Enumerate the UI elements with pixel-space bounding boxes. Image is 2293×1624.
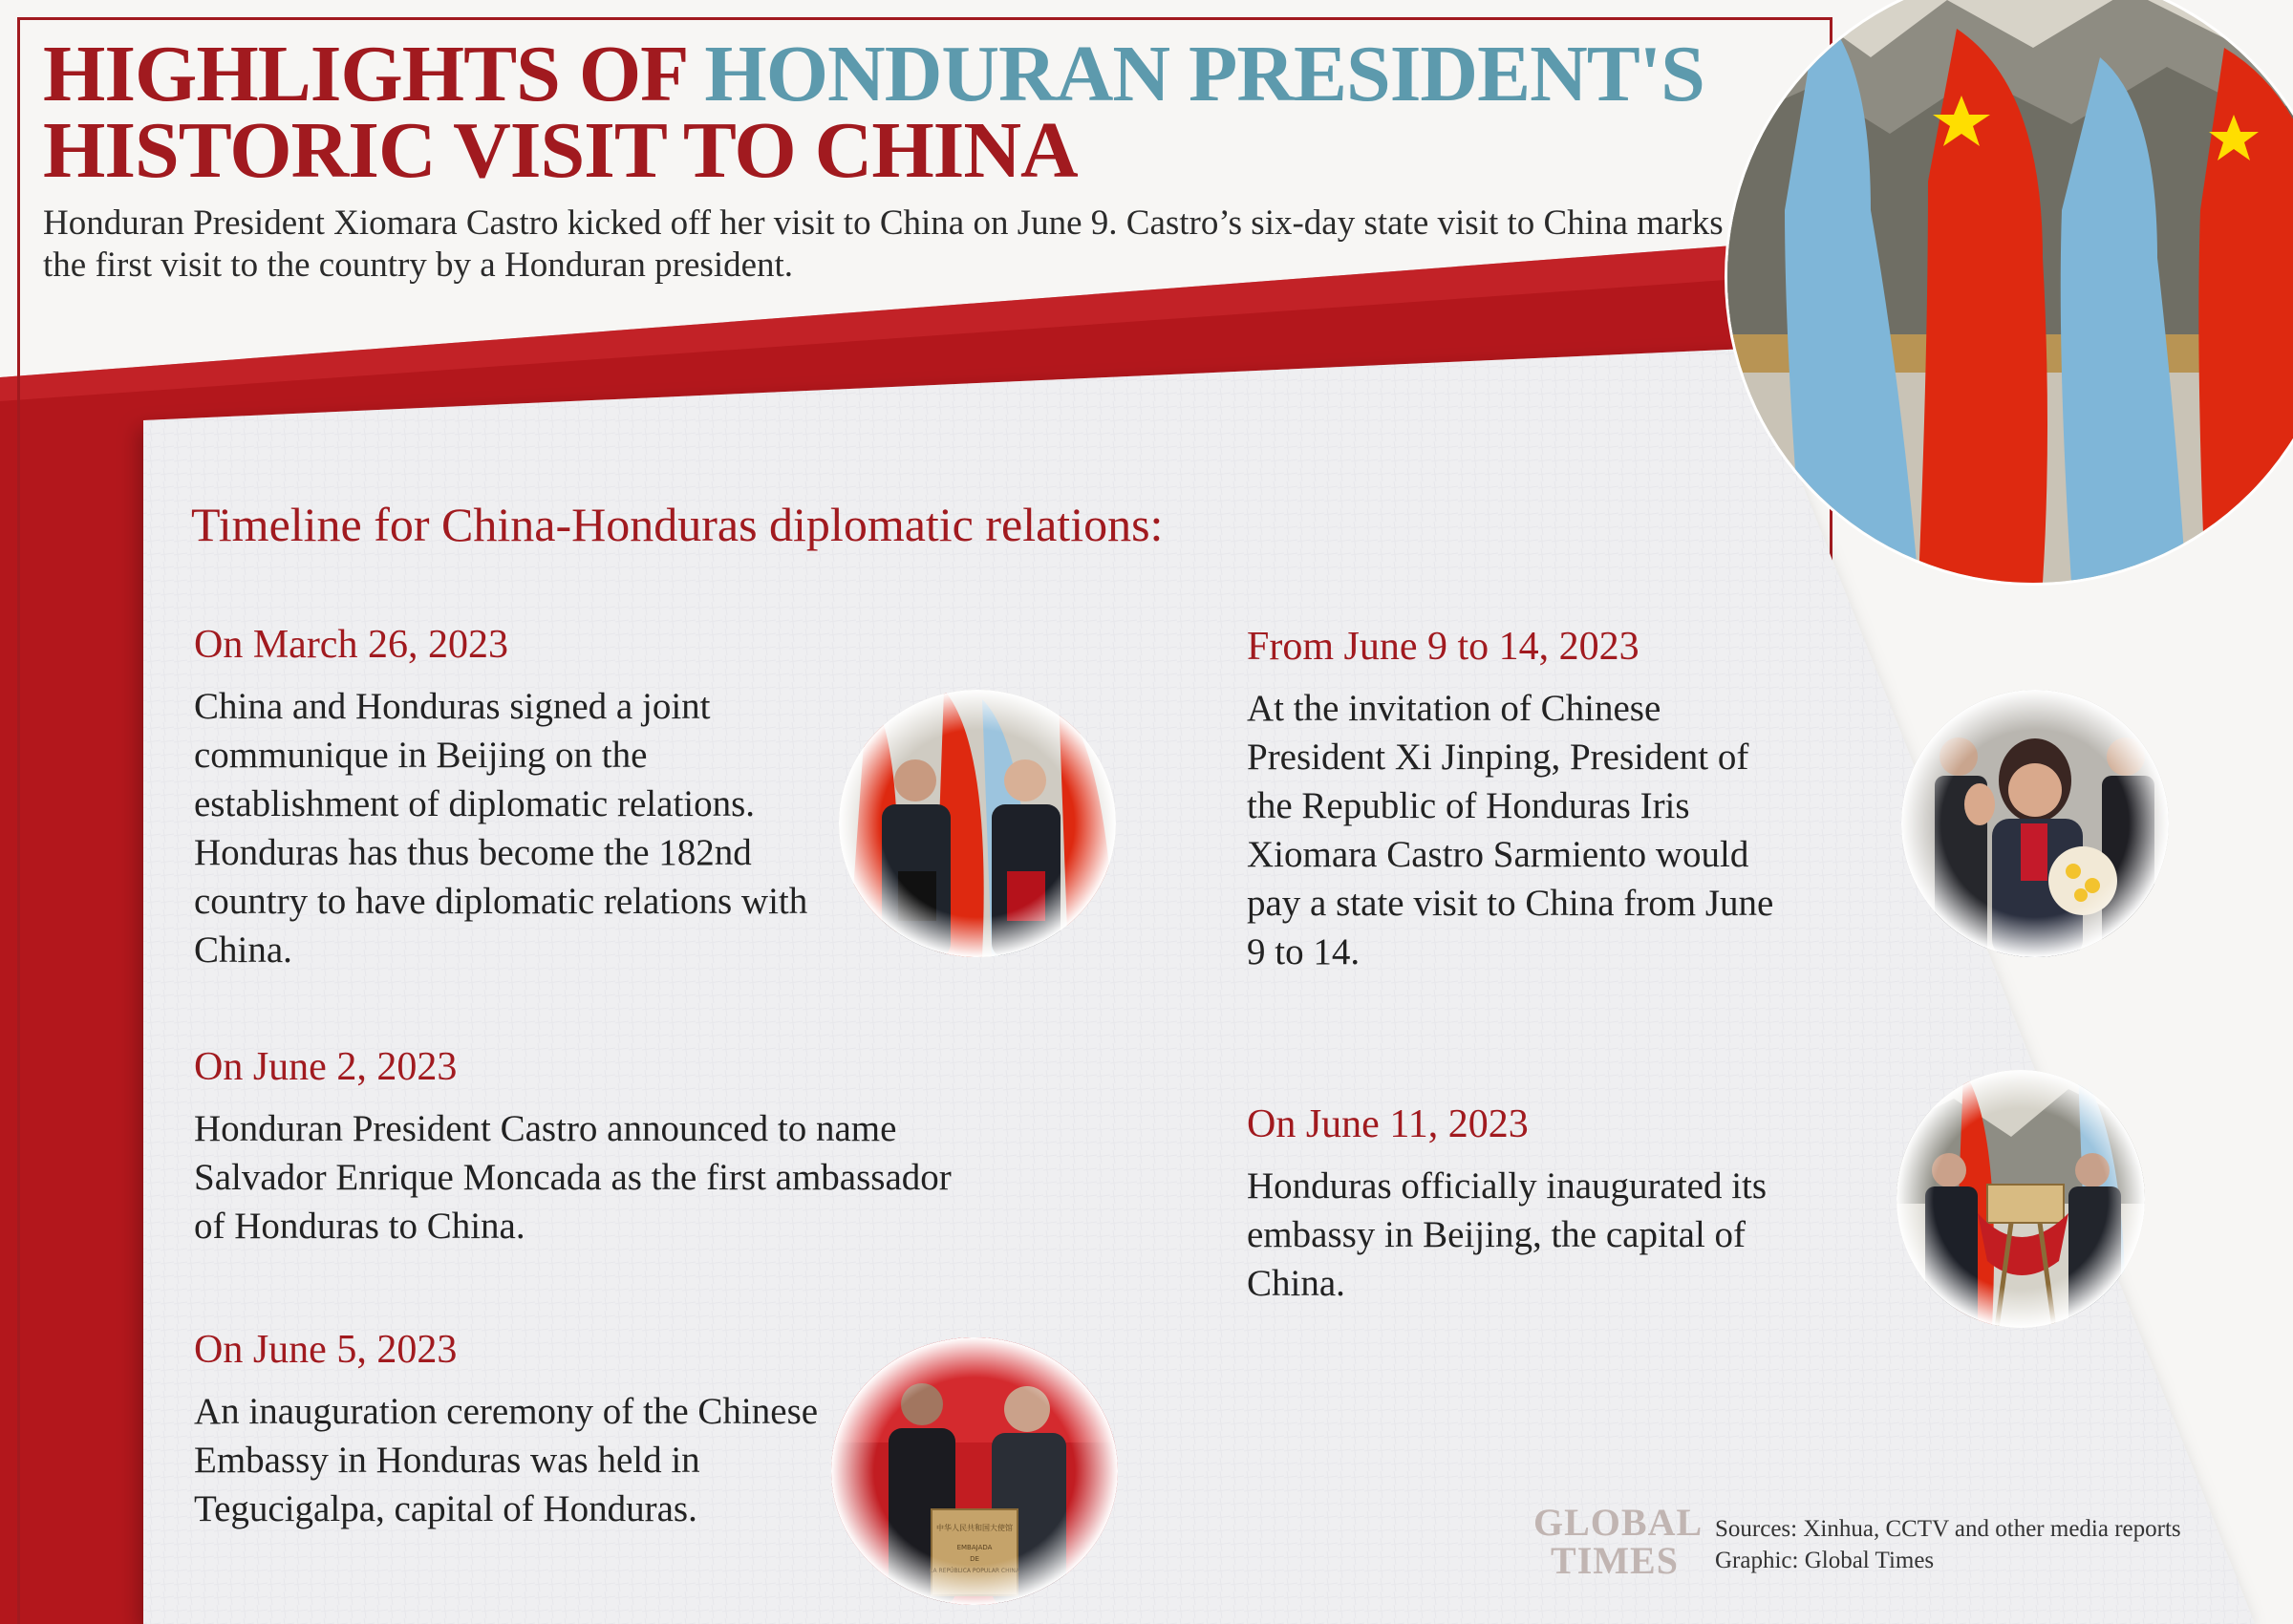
event-text: China and Honduras signed a joint communique in Beijing on the establishment of diplomatic relations. Honduras has thus become the 182nd country to have diplomatic relations with China. <box>194 686 808 971</box>
intro-paragraph: Honduran President Xiomara Castro kicked off her visit to China on June 9. Castro’s six-day state visit to China marks the first visit to the country by a Honduran president. <box>43 203 1724 285</box>
event-text: At the invitation of Chinese President Xi Jinping, President of the Republic of Honduras Iris Xiomara Castro Sarmiento would pay a state visit to China from June 9 to 14. <box>1247 688 1774 972</box>
timeline-heading: Timeline for China-Honduras diplomatic relations: <box>191 498 1164 551</box>
logo-line-1: GLOBAL <box>1533 1501 1704 1544</box>
event-date: From June 9 to 14, 2023 <box>1247 625 1639 669</box>
embassy-tegucigalpa-photo <box>831 1337 1118 1605</box>
header <box>43 30 1744 287</box>
event-date: On June 11, 2023 <box>1247 1102 1529 1146</box>
global-times-logo <box>1533 1501 1704 1582</box>
embassy-beijing-photo <box>1897 1070 2145 1328</box>
event-date: On March 26, 2023 <box>194 623 508 667</box>
logo-line-2: TIMES <box>1551 1539 1679 1582</box>
timeline-event-june-5 <box>194 1326 863 1533</box>
event-text: An inauguration ceremony of the Chinese Embassy in Honduras was held in Tegucigalpa, capital of Honduras. <box>194 1391 819 1529</box>
timeline-event-march-26 <box>194 621 844 974</box>
communique-signing-photo <box>839 690 1116 957</box>
event-text: Honduran President Castro announced to name Salvador Enrique Moncada as the first ambassador of Honduras to China. <box>194 1108 952 1247</box>
president-castro-arrival-photo <box>1901 690 2169 957</box>
page-title <box>43 30 1744 195</box>
sources-line: Sources: Xinhua, CCTV and other media reports <box>1715 1516 2181 1542</box>
event-date: On June 5, 2023 <box>194 1328 458 1372</box>
graphic-credit-line: Graphic: Global Times <box>1715 1548 1935 1573</box>
timeline-event-june-11 <box>1247 1100 1801 1308</box>
event-text: Honduras officially inaugurated its embassy in Beijing, the capital of China. <box>1247 1165 1768 1304</box>
sources-credit <box>1715 1513 2181 1576</box>
title-line-2: HISTORIC VISIT TO CHINA <box>43 106 1078 195</box>
event-date: On June 2, 2023 <box>194 1045 458 1089</box>
title-part-blue: HONDURAN PRESIDENT'S <box>704 30 1704 118</box>
timeline-event-june-2 <box>194 1043 958 1250</box>
timeline-event-june-9-14 <box>1247 623 1782 976</box>
title-part-red: HIGHLIGHTS OF <box>43 30 705 118</box>
